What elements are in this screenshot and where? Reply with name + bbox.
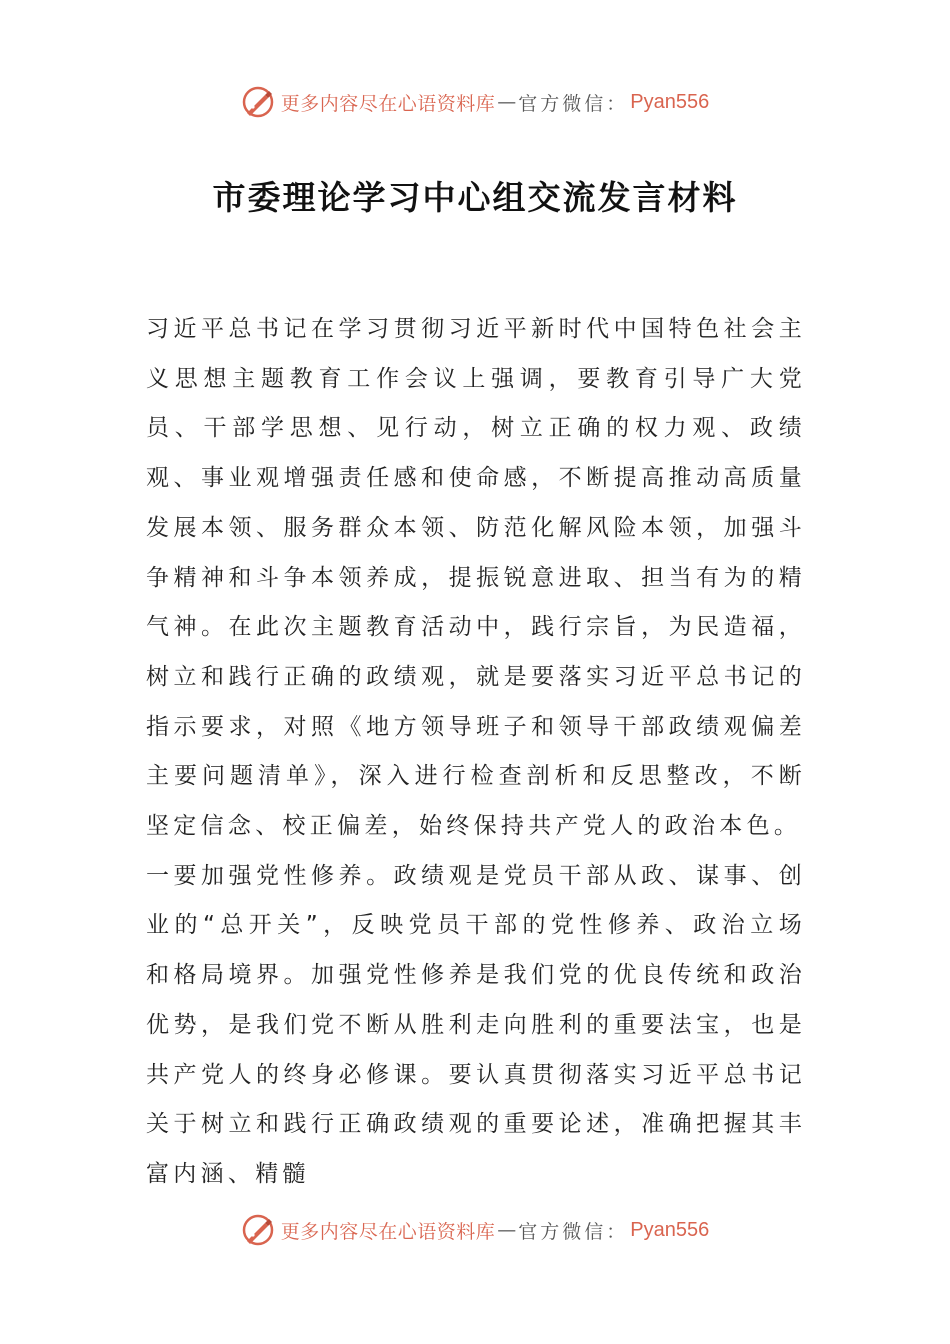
watermark-slogan: 更多内容尽在心语资料库 [280, 1220, 496, 1243]
watermark-official-label: 官方微信： [518, 92, 629, 115]
watermark-slogan: 更多内容尽在心语资料库 [280, 92, 496, 115]
watermark-dash: — [497, 1219, 517, 1241]
paragraph-point-one: 一要加强党性修养。政绩观是党员干部从政、谋事、创业的“总开关”，反映党员干部的党性修养、政治立场和格局境界。加强党性修养是我们党的优良传统和政治优势，是我们党不断从胜利走向胜利的重要法宝，也是共产党人的终身必修课。要认真贯彻落实习近平总书记关于树立和践行正确政绩观的重要论述，准确把握其丰富内涵、精髓 [146, 862, 806, 1187]
watermark-wechat-id: Pyan556 [630, 1218, 710, 1241]
watermark-official-label: 官方微信： [518, 1220, 629, 1243]
document-body [146, 305, 806, 1200]
pen-logo-icon [241, 1213, 275, 1247]
header-watermark [0, 82, 950, 122]
watermark-dash: — [497, 91, 517, 113]
paragraph-intro: 习近平总书记在学习贯彻习近平新时代中国特色社会主义思想主题教育工作会议上强调，要教育引导广大党员、干部学思想、见行动，树立正确的权力观、政绩观、事业观增强责任感和使命感，不断提高推动高质量发展本领、服务群众本领、防范化解风险本领，加强斗争精神和斗争本领养成，提振锐意进取、担当有为的精气神。在此次主题教育活动中，践行宗旨，为民造福，树立和践行正确的政绩观，就是要落实习近平总书记的指示要求，对照《地方领导班子和领导干部政绩观偏差主要问题清单》，深入进行检查剖析和反思整改，不断坚定信念、校正偏差，始终保持共产党人的政治本色。 [146, 316, 806, 840]
watermark-wechat-id: Pyan556 [630, 90, 710, 113]
pen-logo-icon [241, 85, 275, 119]
document-title: 市委理论学习中心组交流发言材料 [212, 178, 738, 217]
footer-watermark [0, 1210, 950, 1250]
